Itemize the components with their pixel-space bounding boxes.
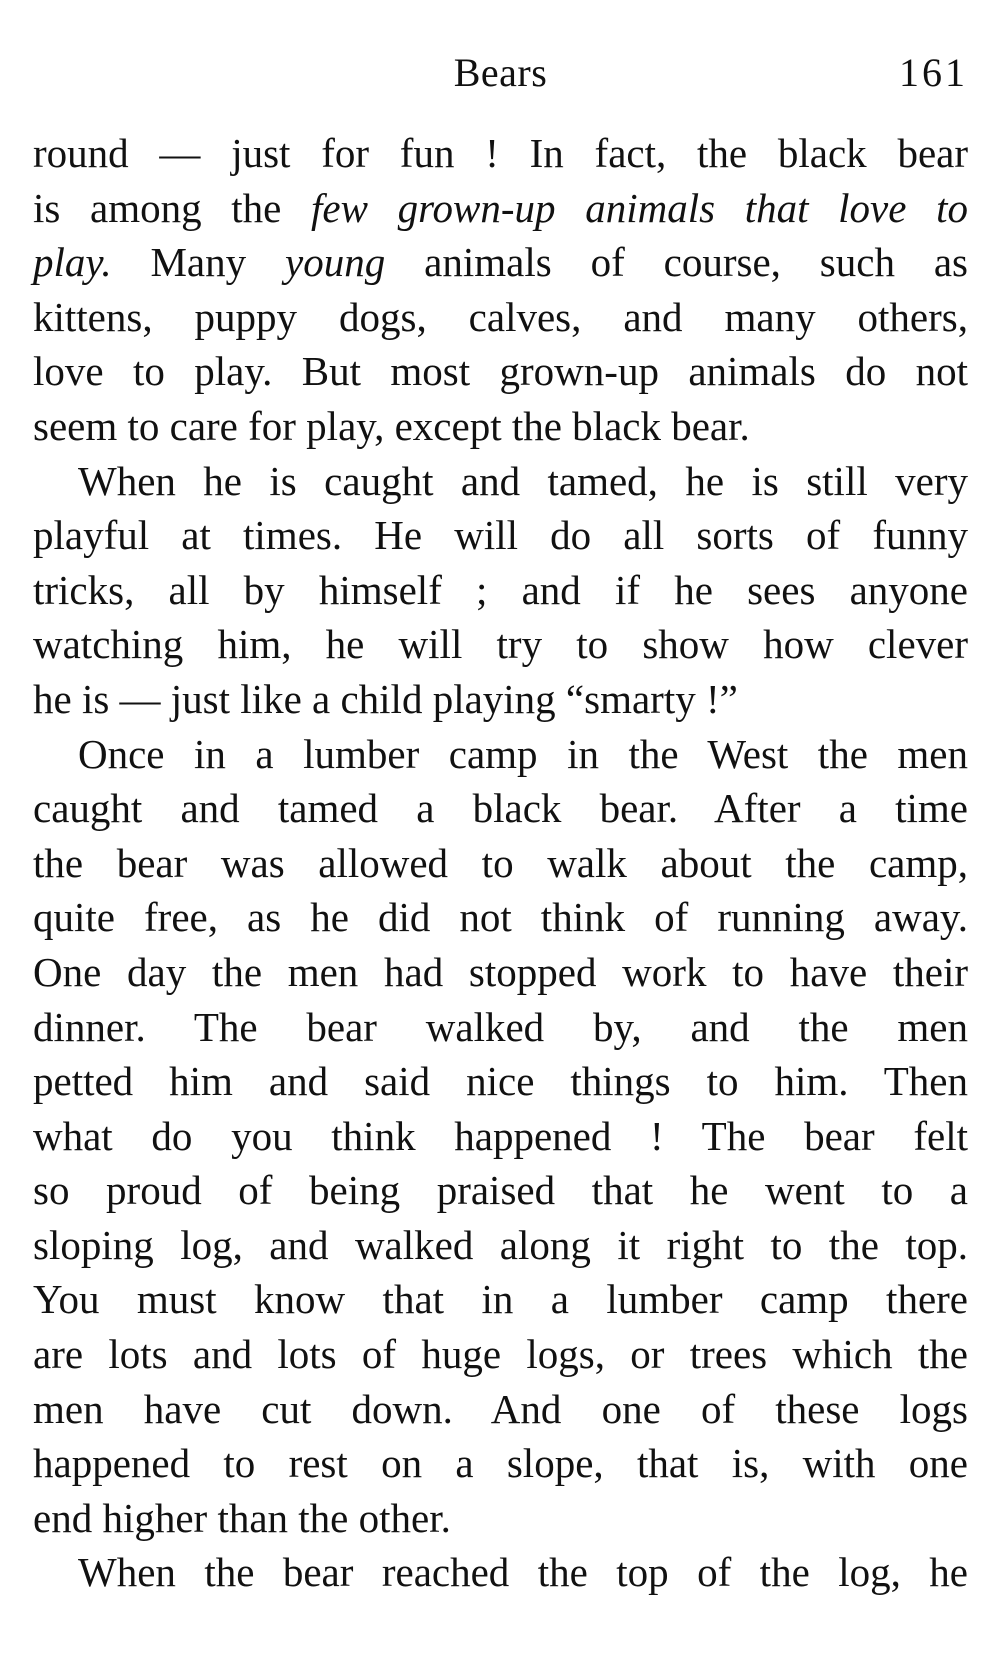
italic-segment: play.	[33, 239, 112, 286]
text-line: playful at times. He will do all sorts of funny	[33, 512, 968, 559]
text-line: so proud of being praised that he went to a	[33, 1167, 968, 1214]
text-line: round — just for fun ! In fact, the black bear	[33, 130, 968, 176]
paragraph-4	[33, 1545, 968, 1600]
text-segment: animals of course, such as	[385, 239, 968, 286]
text-line: are lots and lots of huge logs, or trees which the	[33, 1331, 968, 1378]
paragraph-3	[33, 727, 968, 1546]
text-line: love to play. But most grown-up animals do not	[33, 348, 968, 395]
text-line: what do you think happened ! The bear felt	[33, 1112, 968, 1159]
text-line: petted him and said nice things to him. Then	[33, 1058, 968, 1105]
text-line: One day the men had stopped work to have their	[33, 948, 968, 995]
running-title: Bears	[453, 50, 548, 95]
text-line: quite free, as he did not think of running away.	[33, 894, 968, 941]
text-line: You must know that in a lumber camp there	[33, 1276, 968, 1323]
text-line: seem to care for play, except the black bear.	[33, 402, 750, 449]
text-line: When he is caught and tamed, he is still very	[78, 457, 968, 504]
text-line: Once in a lumber camp in the West the men	[78, 730, 968, 777]
text-line: he is — just like a child playing “smarty !”	[33, 675, 738, 722]
page-number: 161	[899, 50, 968, 95]
text-line: watching him, he will try to show how clever	[33, 621, 968, 668]
text-line: dinner. The bear walked by, and the men	[33, 1003, 968, 1050]
italic-segment: few grown-up animals that love to	[311, 184, 968, 231]
text-line: When the bear reached the top of the log, he	[78, 1549, 968, 1596]
page-header	[33, 48, 968, 98]
text-line: happened to rest on a slope, that is, with one	[33, 1440, 968, 1487]
text-line: sloping log, and walked along it right to the top.	[33, 1221, 968, 1268]
text-line: the bear was allowed to walk about the camp,	[33, 839, 968, 886]
paragraph-1	[33, 126, 968, 454]
text-line	[33, 181, 968, 236]
text-segment: is among the	[33, 184, 312, 231]
text-line: men have cut down. And one of these logs	[33, 1385, 968, 1432]
italic-segment: young	[285, 239, 386, 286]
book-page	[33, 0, 968, 1679]
text-line: tricks, all by himself ; and if he sees anyone	[33, 566, 968, 613]
text-line	[33, 235, 968, 290]
text-line: end higher than the other.	[33, 1494, 451, 1541]
body-text	[33, 126, 968, 1600]
text-segment: Many	[111, 239, 286, 286]
paragraph-2	[33, 454, 968, 727]
text-line: kittens, puppy dogs, calves, and many others,	[33, 293, 968, 340]
text-line: caught and tamed a black bear. After a time	[33, 785, 968, 832]
